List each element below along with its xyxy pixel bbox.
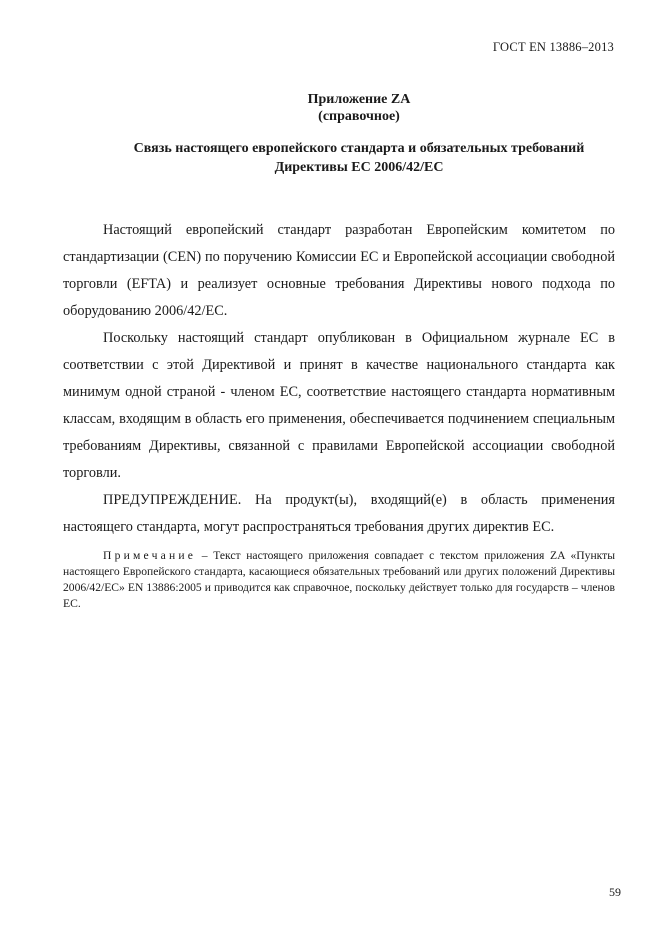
paragraph-warning: ПРЕДУПРЕЖДЕНИЕ. На продукт(ы), входящий(е) в область применения настоящего стандарта, могут распространяться требования других директив ЕС. (63, 492, 615, 535)
note-paragraph (63, 548, 615, 612)
annex-heading: Связь настоящего европейского стандарта и обязательных требований Директивы ЕС 2006/42/ЕС (133, 141, 585, 175)
body-text (63, 217, 615, 541)
annex-title: Приложение ZA (307, 92, 411, 107)
note-block (63, 548, 615, 612)
note-label: Примечание (103, 549, 197, 562)
annex-subtitle: (справочное) (318, 109, 400, 124)
paragraph-intro: Настоящий европейский стандарт разработан Европейским комитетом по стандартизации (CEN) по поручению Комиссии ЕС и Европейской ассоциации свободной торговли (EFTA) и реализует основные требования Директивы нового подхода по оборудованию 2006/42/ЕС. (63, 222, 615, 319)
paragraph-publication: Поскольку настоящий стандарт опубликован в Официальном журнале ЕС в соответствии с этой Директивой и принят в качестве национального стандарта как минимум одной страной - членом ЕС, соответствие настоящего стандарта нормативным классам, входящим в область его применения, обеспечивается подчинением специальным требованиям Директивы, связанной с правилами Европейской ассоциации свободной торговли. (63, 330, 615, 481)
page-number: 59 (609, 885, 621, 899)
note-text: – Текст настоящего приложения совпадает с текстом приложения ZA «Пункты настоящего Европейского стандарта, касающиеся обязательных требований или других положений Директивы 2006/42/ЕС» EN 13886:2005 и приводится как справочное, поскольку действует только для государств – членов ЕС. (63, 549, 615, 610)
document-code: ГОСТ EN 13886–2013 (492, 40, 614, 54)
